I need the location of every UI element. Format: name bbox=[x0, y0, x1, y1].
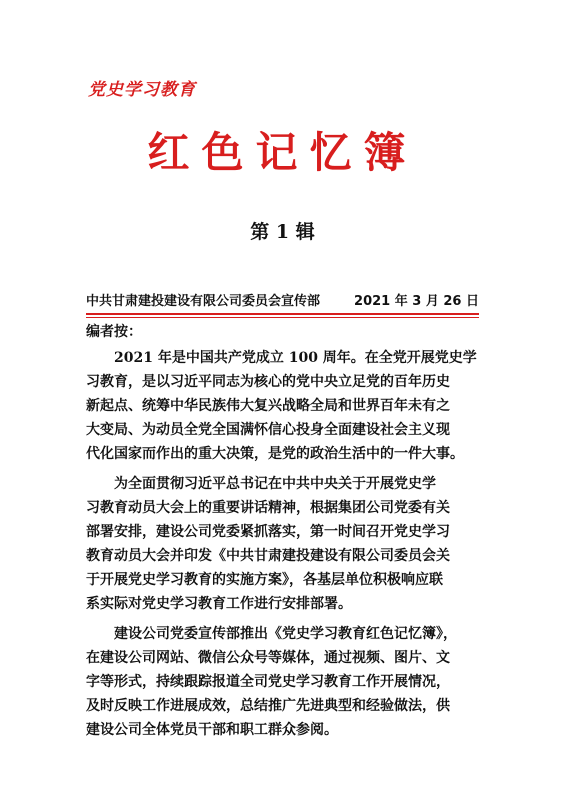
paragraph-line: 部署安排，建设公司党委紧抓落实，第一时间召开党史学习 bbox=[86, 524, 450, 540]
paragraph-line: 代化国家而作出的重大决策，是党的政治生活中的一件大事。 bbox=[86, 446, 464, 462]
paragraph-line: 于开展党史学习教育的实施方案》，各基层单位积极响应联 bbox=[86, 572, 443, 588]
paragraph bbox=[86, 472, 484, 616]
masthead-rule bbox=[86, 313, 479, 315]
masthead-org: 中共甘肃建投建设有限公司委员会宣传部 bbox=[86, 294, 321, 309]
series-label: 党史学习教育 bbox=[88, 80, 196, 100]
paragraph-line: 教育动员大会并印发《中共甘肃建投建设有限公司委员会关 bbox=[86, 548, 450, 564]
paragraph-line: 大变局、为动员全党全国满怀信心投身全面建设社会主义现 bbox=[86, 422, 450, 438]
paragraph-line: 2021 年是中国共产党成立 100 周年。在全党开展党史学 bbox=[114, 350, 477, 366]
paragraph bbox=[86, 346, 484, 466]
paragraph-line: 新起点、统筹中华民族伟大复兴战略全局和世界百年未有之 bbox=[86, 398, 450, 414]
masthead bbox=[86, 293, 479, 315]
paragraph-line: 为全面贯彻习近平总书记在中共中央关于开展党史学 bbox=[114, 476, 436, 492]
paragraph-line: 建设公司全体党员干部和职工群众参阅。 bbox=[86, 722, 338, 738]
paragraph bbox=[86, 622, 484, 742]
paragraph-line: 系实际对党史学习教育工作进行安排部署。 bbox=[86, 596, 352, 612]
main-title: 红色记忆簿 bbox=[147, 128, 418, 177]
paragraph-line: 及时反映工作进展成效，总结推广先进典型和经验做法，供 bbox=[86, 698, 450, 714]
masthead-date: 2021 年 3 月 26 日 bbox=[354, 294, 479, 309]
paragraph-line: 建设公司党委宣传部推出《党史学习教育红色记忆簿》， bbox=[114, 626, 457, 642]
editor-note-label: 编者按： bbox=[86, 324, 142, 340]
body-text bbox=[86, 346, 484, 742]
paragraph-line: 习教育，是以习近平同志为核心的党中央立足党的百年历史 bbox=[86, 374, 450, 390]
issue-number: 第 1 辑 bbox=[250, 221, 315, 243]
paragraph-line: 习教育动员大会上的重要讲话精神，根据集团公司党委有关 bbox=[86, 500, 450, 516]
paragraph-line: 在建设公司网站、微信公众号等媒体，通过视频、图片、文 bbox=[86, 650, 450, 666]
paragraph-line: 字等形式，持续跟踪报道全司党史学习教育工作开展情况， bbox=[86, 674, 450, 690]
masthead-rule-thin bbox=[86, 317, 479, 318]
